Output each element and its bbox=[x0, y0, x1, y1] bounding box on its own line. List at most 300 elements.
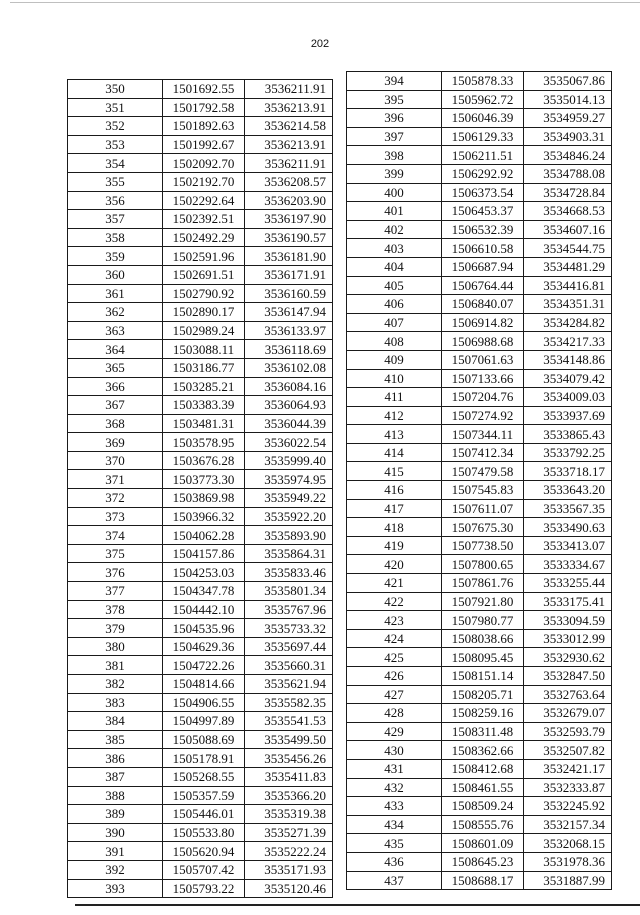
y-coordinate-cell: 3534544.75 bbox=[524, 239, 612, 258]
table-row bbox=[347, 536, 612, 555]
point-number-cell: 354 bbox=[68, 154, 163, 173]
y-coordinate-cell: 3534668.53 bbox=[524, 202, 612, 221]
y-coordinate-cell: 3534217.33 bbox=[524, 332, 612, 351]
point-number-cell: 364 bbox=[68, 340, 163, 359]
x-coordinate-cell: 1506914.82 bbox=[442, 313, 524, 332]
table-row bbox=[68, 749, 333, 768]
y-coordinate-cell: 3535660.31 bbox=[245, 656, 333, 675]
table-row bbox=[347, 202, 612, 221]
x-coordinate-cell: 1505178.91 bbox=[163, 749, 245, 768]
y-coordinate-cell: 3534079.42 bbox=[524, 369, 612, 388]
table-row bbox=[347, 295, 612, 314]
table-row bbox=[68, 489, 333, 508]
y-coordinate-cell: 3534148.86 bbox=[524, 350, 612, 369]
x-coordinate-cell: 1504253.03 bbox=[163, 563, 245, 582]
point-number-cell: 379 bbox=[68, 619, 163, 638]
table-row bbox=[347, 313, 612, 332]
point-number-cell: 402 bbox=[347, 220, 442, 239]
point-number-cell: 415 bbox=[347, 462, 442, 481]
table-row bbox=[68, 172, 333, 191]
y-coordinate-cell: 3536211.91 bbox=[245, 154, 333, 173]
y-coordinate-cell: 3535582.35 bbox=[245, 693, 333, 712]
x-coordinate-cell: 1508095.45 bbox=[442, 648, 524, 667]
point-number-cell: 383 bbox=[68, 693, 163, 712]
x-coordinate-cell: 1508412.68 bbox=[442, 759, 524, 778]
table-row bbox=[68, 358, 333, 377]
table-row bbox=[68, 154, 333, 173]
table-row bbox=[347, 146, 612, 165]
x-coordinate-cell: 1503088.11 bbox=[163, 340, 245, 359]
x-coordinate-cell: 1502691.51 bbox=[163, 265, 245, 284]
x-coordinate-cell: 1507980.77 bbox=[442, 611, 524, 630]
y-coordinate-cell: 3535767.96 bbox=[245, 600, 333, 619]
table-row bbox=[347, 425, 612, 444]
table-row bbox=[68, 823, 333, 842]
x-coordinate-cell: 1505268.55 bbox=[163, 767, 245, 786]
table-row bbox=[68, 396, 333, 415]
x-coordinate-cell: 1502591.96 bbox=[163, 247, 245, 266]
point-number-cell: 391 bbox=[68, 842, 163, 861]
point-number-cell: 419 bbox=[347, 536, 442, 555]
x-coordinate-cell: 1507061.63 bbox=[442, 350, 524, 369]
y-coordinate-cell: 3533937.69 bbox=[524, 406, 612, 425]
x-coordinate-cell: 1508555.76 bbox=[442, 815, 524, 834]
table-row bbox=[68, 451, 333, 470]
y-coordinate-cell: 3535499.50 bbox=[245, 730, 333, 749]
point-number-cell: 374 bbox=[68, 526, 163, 545]
x-coordinate-cell: 1502092.70 bbox=[163, 154, 245, 173]
x-coordinate-cell: 1506129.33 bbox=[442, 127, 524, 146]
point-number-cell: 433 bbox=[347, 797, 442, 816]
x-coordinate-cell: 1507204.76 bbox=[442, 388, 524, 407]
table-row bbox=[347, 257, 612, 276]
y-coordinate-cell: 3532930.62 bbox=[524, 648, 612, 667]
x-coordinate-cell: 1503481.31 bbox=[163, 414, 245, 433]
table-row bbox=[347, 574, 612, 593]
point-number-cell: 416 bbox=[347, 481, 442, 500]
point-number-cell: 370 bbox=[68, 451, 163, 470]
y-coordinate-cell: 3536211.91 bbox=[245, 80, 333, 99]
point-number-cell: 378 bbox=[68, 600, 163, 619]
point-number-cell: 413 bbox=[347, 425, 442, 444]
table-row bbox=[347, 481, 612, 500]
table-row bbox=[68, 247, 333, 266]
y-coordinate-cell: 3535801.34 bbox=[245, 582, 333, 601]
x-coordinate-cell: 1505962.72 bbox=[442, 90, 524, 109]
y-coordinate-cell: 3534607.16 bbox=[524, 220, 612, 239]
table-row bbox=[347, 759, 612, 778]
x-coordinate-cell: 1507274.92 bbox=[442, 406, 524, 425]
point-number-cell: 365 bbox=[68, 358, 163, 377]
table-row bbox=[68, 265, 333, 284]
y-coordinate-cell: 3536084.16 bbox=[245, 377, 333, 396]
point-number-cell: 360 bbox=[68, 265, 163, 284]
table-row bbox=[347, 555, 612, 574]
y-coordinate-cell: 3535974.95 bbox=[245, 470, 333, 489]
coordinates-table-left-body bbox=[68, 80, 333, 898]
x-coordinate-cell: 1506453.37 bbox=[442, 202, 524, 221]
x-coordinate-cell: 1503869.98 bbox=[163, 489, 245, 508]
point-number-cell: 368 bbox=[68, 414, 163, 433]
x-coordinate-cell: 1502790.92 bbox=[163, 284, 245, 303]
table-row bbox=[68, 582, 333, 601]
point-number-cell: 398 bbox=[347, 146, 442, 165]
y-coordinate-cell: 3536171.91 bbox=[245, 265, 333, 284]
y-coordinate-cell: 3535922.20 bbox=[245, 507, 333, 526]
point-number-cell: 429 bbox=[347, 722, 442, 741]
x-coordinate-cell: 1507545.83 bbox=[442, 481, 524, 500]
y-coordinate-cell: 3533490.63 bbox=[524, 518, 612, 537]
x-coordinate-cell: 1506373.54 bbox=[442, 183, 524, 202]
x-coordinate-cell: 1504157.86 bbox=[163, 544, 245, 563]
y-coordinate-cell: 3534351.31 bbox=[524, 295, 612, 314]
y-coordinate-cell: 3535833.46 bbox=[245, 563, 333, 582]
point-number-cell: 361 bbox=[68, 284, 163, 303]
table-row bbox=[347, 667, 612, 686]
table-row bbox=[68, 377, 333, 396]
x-coordinate-cell: 1506687.94 bbox=[442, 257, 524, 276]
table-row bbox=[68, 210, 333, 229]
x-coordinate-cell: 1505088.69 bbox=[163, 730, 245, 749]
table-row bbox=[347, 741, 612, 760]
y-coordinate-cell: 3536102.08 bbox=[245, 358, 333, 377]
y-coordinate-cell: 3533334.67 bbox=[524, 555, 612, 574]
x-coordinate-cell: 1501892.63 bbox=[163, 117, 245, 136]
table-row bbox=[68, 600, 333, 619]
y-coordinate-cell: 3535014.13 bbox=[524, 90, 612, 109]
x-coordinate-cell: 1505878.33 bbox=[442, 72, 524, 91]
point-number-cell: 352 bbox=[68, 117, 163, 136]
y-coordinate-cell: 3535949.22 bbox=[245, 489, 333, 508]
table-row bbox=[347, 592, 612, 611]
x-coordinate-cell: 1505357.59 bbox=[163, 786, 245, 805]
point-number-cell: 420 bbox=[347, 555, 442, 574]
y-coordinate-cell: 3536160.59 bbox=[245, 284, 333, 303]
point-number-cell: 351 bbox=[68, 98, 163, 117]
y-coordinate-cell: 3534009.03 bbox=[524, 388, 612, 407]
point-number-cell: 425 bbox=[347, 648, 442, 667]
table-row bbox=[68, 842, 333, 861]
y-coordinate-cell: 3534959.27 bbox=[524, 109, 612, 128]
point-number-cell: 410 bbox=[347, 369, 442, 388]
x-coordinate-cell: 1504347.78 bbox=[163, 582, 245, 601]
table-row bbox=[68, 340, 333, 359]
x-coordinate-cell: 1506532.39 bbox=[442, 220, 524, 239]
table-row bbox=[68, 879, 333, 898]
point-number-cell: 417 bbox=[347, 499, 442, 518]
y-coordinate-cell: 3533643.20 bbox=[524, 481, 612, 500]
y-coordinate-cell: 3535171.93 bbox=[245, 860, 333, 879]
point-number-cell: 401 bbox=[347, 202, 442, 221]
y-coordinate-cell: 3532507.82 bbox=[524, 741, 612, 760]
x-coordinate-cell: 1502192.70 bbox=[163, 172, 245, 191]
x-coordinate-cell: 1504062.28 bbox=[163, 526, 245, 545]
x-coordinate-cell: 1502989.24 bbox=[163, 321, 245, 340]
x-coordinate-cell: 1508601.09 bbox=[442, 834, 524, 853]
point-number-cell: 403 bbox=[347, 239, 442, 258]
x-coordinate-cell: 1502392.51 bbox=[163, 210, 245, 229]
point-number-cell: 380 bbox=[68, 637, 163, 656]
y-coordinate-cell: 3531978.36 bbox=[524, 852, 612, 871]
x-coordinate-cell: 1508688.17 bbox=[442, 871, 524, 890]
point-number-cell: 431 bbox=[347, 759, 442, 778]
coordinates-table-right bbox=[346, 71, 612, 890]
table-row bbox=[68, 637, 333, 656]
x-coordinate-cell: 1504814.66 bbox=[163, 675, 245, 694]
table-row bbox=[347, 704, 612, 723]
y-coordinate-cell: 3535697.44 bbox=[245, 637, 333, 656]
table-row bbox=[347, 332, 612, 351]
point-number-cell: 373 bbox=[68, 507, 163, 526]
table-row bbox=[68, 526, 333, 545]
point-number-cell: 353 bbox=[68, 135, 163, 154]
point-number-cell: 399 bbox=[347, 164, 442, 183]
table-row bbox=[68, 80, 333, 99]
y-coordinate-cell: 3534788.08 bbox=[524, 164, 612, 183]
table-row bbox=[347, 109, 612, 128]
table-row bbox=[68, 730, 333, 749]
table-row bbox=[68, 135, 333, 154]
point-number-cell: 405 bbox=[347, 276, 442, 295]
y-coordinate-cell: 3534846.24 bbox=[524, 146, 612, 165]
table-row bbox=[347, 239, 612, 258]
table-row bbox=[347, 722, 612, 741]
point-number-cell: 388 bbox=[68, 786, 163, 805]
y-coordinate-cell: 3536044.39 bbox=[245, 414, 333, 433]
x-coordinate-cell: 1506292.92 bbox=[442, 164, 524, 183]
y-coordinate-cell: 3535366.20 bbox=[245, 786, 333, 805]
x-coordinate-cell: 1508645.23 bbox=[442, 852, 524, 871]
point-number-cell: 387 bbox=[68, 767, 163, 786]
x-coordinate-cell: 1505620.94 bbox=[163, 842, 245, 861]
table-row bbox=[68, 228, 333, 247]
point-number-cell: 422 bbox=[347, 592, 442, 611]
x-coordinate-cell: 1503966.32 bbox=[163, 507, 245, 526]
table-row bbox=[347, 629, 612, 648]
point-number-cell: 371 bbox=[68, 470, 163, 489]
table-row bbox=[347, 127, 612, 146]
x-coordinate-cell: 1504442.10 bbox=[163, 600, 245, 619]
x-coordinate-cell: 1505533.80 bbox=[163, 823, 245, 842]
table-row bbox=[347, 90, 612, 109]
x-coordinate-cell: 1502492.29 bbox=[163, 228, 245, 247]
point-number-cell: 407 bbox=[347, 313, 442, 332]
x-coordinate-cell: 1507412.34 bbox=[442, 443, 524, 462]
x-coordinate-cell: 1504997.89 bbox=[163, 712, 245, 731]
y-coordinate-cell: 3535271.39 bbox=[245, 823, 333, 842]
y-coordinate-cell: 3533413.07 bbox=[524, 536, 612, 555]
table-row bbox=[68, 767, 333, 786]
point-number-cell: 369 bbox=[68, 433, 163, 452]
y-coordinate-cell: 3536208.57 bbox=[245, 172, 333, 191]
scan-edge-top bbox=[10, 2, 640, 3]
point-number-cell: 396 bbox=[347, 109, 442, 128]
y-coordinate-cell: 3534416.81 bbox=[524, 276, 612, 295]
point-number-cell: 393 bbox=[68, 879, 163, 898]
table-row bbox=[68, 563, 333, 582]
point-number-cell: 418 bbox=[347, 518, 442, 537]
table-row bbox=[347, 611, 612, 630]
x-coordinate-cell: 1508259.16 bbox=[442, 704, 524, 723]
table-row bbox=[347, 778, 612, 797]
y-coordinate-cell: 3532593.79 bbox=[524, 722, 612, 741]
x-coordinate-cell: 1507738.50 bbox=[442, 536, 524, 555]
point-number-cell: 408 bbox=[347, 332, 442, 351]
table-row bbox=[347, 797, 612, 816]
point-number-cell: 355 bbox=[68, 172, 163, 191]
table-row bbox=[68, 98, 333, 117]
table-row bbox=[68, 860, 333, 879]
table-row bbox=[68, 117, 333, 136]
x-coordinate-cell: 1502890.17 bbox=[163, 303, 245, 322]
x-coordinate-cell: 1502292.64 bbox=[163, 191, 245, 210]
table-row bbox=[347, 406, 612, 425]
point-number-cell: 397 bbox=[347, 127, 442, 146]
y-coordinate-cell: 3534903.31 bbox=[524, 127, 612, 146]
y-coordinate-cell: 3535999.40 bbox=[245, 451, 333, 470]
x-coordinate-cell: 1503285.21 bbox=[163, 377, 245, 396]
point-number-cell: 359 bbox=[68, 247, 163, 266]
point-number-cell: 377 bbox=[68, 582, 163, 601]
point-number-cell: 381 bbox=[68, 656, 163, 675]
table-row bbox=[347, 499, 612, 518]
y-coordinate-cell: 3535733.32 bbox=[245, 619, 333, 638]
table-row bbox=[347, 350, 612, 369]
y-coordinate-cell: 3536213.91 bbox=[245, 98, 333, 117]
y-coordinate-cell: 3533255.44 bbox=[524, 574, 612, 593]
y-coordinate-cell: 3535222.24 bbox=[245, 842, 333, 861]
x-coordinate-cell: 1503773.30 bbox=[163, 470, 245, 489]
x-coordinate-cell: 1507344.11 bbox=[442, 425, 524, 444]
y-coordinate-cell: 3536213.91 bbox=[245, 135, 333, 154]
x-coordinate-cell: 1507611.07 bbox=[442, 499, 524, 518]
x-coordinate-cell: 1507133.66 bbox=[442, 369, 524, 388]
point-number-cell: 432 bbox=[347, 778, 442, 797]
point-number-cell: 363 bbox=[68, 321, 163, 340]
table-row bbox=[68, 786, 333, 805]
y-coordinate-cell: 3536190.57 bbox=[245, 228, 333, 247]
y-coordinate-cell: 3535067.86 bbox=[524, 72, 612, 91]
x-coordinate-cell: 1504535.96 bbox=[163, 619, 245, 638]
point-number-cell: 427 bbox=[347, 685, 442, 704]
table-row bbox=[68, 656, 333, 675]
x-coordinate-cell: 1508205.71 bbox=[442, 685, 524, 704]
x-coordinate-cell: 1506046.39 bbox=[442, 109, 524, 128]
table-row bbox=[68, 433, 333, 452]
y-coordinate-cell: 3535456.26 bbox=[245, 749, 333, 768]
y-coordinate-cell: 3536197.90 bbox=[245, 210, 333, 229]
x-coordinate-cell: 1508362.66 bbox=[442, 741, 524, 760]
y-coordinate-cell: 3534728.84 bbox=[524, 183, 612, 202]
point-number-cell: 366 bbox=[68, 377, 163, 396]
y-coordinate-cell: 3533718.17 bbox=[524, 462, 612, 481]
y-coordinate-cell: 3532421.17 bbox=[524, 759, 612, 778]
y-coordinate-cell: 3533567.35 bbox=[524, 499, 612, 518]
table-row bbox=[347, 834, 612, 853]
y-coordinate-cell: 3532245.92 bbox=[524, 797, 612, 816]
point-number-cell: 358 bbox=[68, 228, 163, 247]
y-coordinate-cell: 3536214.58 bbox=[245, 117, 333, 136]
point-number-cell: 421 bbox=[347, 574, 442, 593]
point-number-cell: 426 bbox=[347, 667, 442, 686]
table-row bbox=[347, 388, 612, 407]
point-number-cell: 384 bbox=[68, 712, 163, 731]
table-row bbox=[347, 815, 612, 834]
table-row bbox=[347, 648, 612, 667]
y-coordinate-cell: 3536118.69 bbox=[245, 340, 333, 359]
y-coordinate-cell: 3531887.99 bbox=[524, 871, 612, 890]
point-number-cell: 372 bbox=[68, 489, 163, 508]
table-row bbox=[68, 321, 333, 340]
y-coordinate-cell: 3536181.90 bbox=[245, 247, 333, 266]
point-number-cell: 375 bbox=[68, 544, 163, 563]
point-number-cell: 406 bbox=[347, 295, 442, 314]
table-row bbox=[68, 414, 333, 433]
table-row bbox=[68, 191, 333, 210]
table-row bbox=[347, 276, 612, 295]
y-coordinate-cell: 3535864.31 bbox=[245, 544, 333, 563]
x-coordinate-cell: 1508038.66 bbox=[442, 629, 524, 648]
x-coordinate-cell: 1506840.07 bbox=[442, 295, 524, 314]
table-row bbox=[347, 164, 612, 183]
x-coordinate-cell: 1503383.39 bbox=[163, 396, 245, 415]
x-coordinate-cell: 1503186.77 bbox=[163, 358, 245, 377]
point-number-cell: 404 bbox=[347, 257, 442, 276]
table-row bbox=[347, 72, 612, 91]
table-row bbox=[347, 685, 612, 704]
x-coordinate-cell: 1507861.76 bbox=[442, 574, 524, 593]
y-coordinate-cell: 3532847.50 bbox=[524, 667, 612, 686]
table-row bbox=[68, 619, 333, 638]
y-coordinate-cell: 3536203.90 bbox=[245, 191, 333, 210]
coordinates-table-right-body bbox=[347, 72, 612, 890]
table-row bbox=[347, 443, 612, 462]
table-row bbox=[347, 462, 612, 481]
point-number-cell: 436 bbox=[347, 852, 442, 871]
x-coordinate-cell: 1504629.36 bbox=[163, 637, 245, 656]
x-coordinate-cell: 1504722.26 bbox=[163, 656, 245, 675]
y-coordinate-cell: 3535120.46 bbox=[245, 879, 333, 898]
table-row bbox=[68, 284, 333, 303]
x-coordinate-cell: 1506764.44 bbox=[442, 276, 524, 295]
point-number-cell: 428 bbox=[347, 704, 442, 723]
point-number-cell: 357 bbox=[68, 210, 163, 229]
x-coordinate-cell: 1507800.65 bbox=[442, 555, 524, 574]
x-coordinate-cell: 1505446.01 bbox=[163, 805, 245, 824]
y-coordinate-cell: 3533865.43 bbox=[524, 425, 612, 444]
y-coordinate-cell: 3536147.94 bbox=[245, 303, 333, 322]
point-number-cell: 376 bbox=[68, 563, 163, 582]
x-coordinate-cell: 1505793.22 bbox=[163, 879, 245, 898]
point-number-cell: 390 bbox=[68, 823, 163, 842]
point-number-cell: 400 bbox=[347, 183, 442, 202]
point-number-cell: 385 bbox=[68, 730, 163, 749]
table-row bbox=[347, 183, 612, 202]
x-coordinate-cell: 1503578.95 bbox=[163, 433, 245, 452]
x-coordinate-cell: 1501692.55 bbox=[163, 80, 245, 99]
y-coordinate-cell: 3535541.53 bbox=[245, 712, 333, 731]
table-row bbox=[68, 470, 333, 489]
scan-edge-bottom bbox=[75, 904, 640, 906]
x-coordinate-cell: 1508151.14 bbox=[442, 667, 524, 686]
x-coordinate-cell: 1501792.58 bbox=[163, 98, 245, 117]
point-number-cell: 423 bbox=[347, 611, 442, 630]
point-number-cell: 437 bbox=[347, 871, 442, 890]
table-row bbox=[347, 871, 612, 890]
y-coordinate-cell: 3533792.25 bbox=[524, 443, 612, 462]
point-number-cell: 392 bbox=[68, 860, 163, 879]
table-row bbox=[347, 220, 612, 239]
